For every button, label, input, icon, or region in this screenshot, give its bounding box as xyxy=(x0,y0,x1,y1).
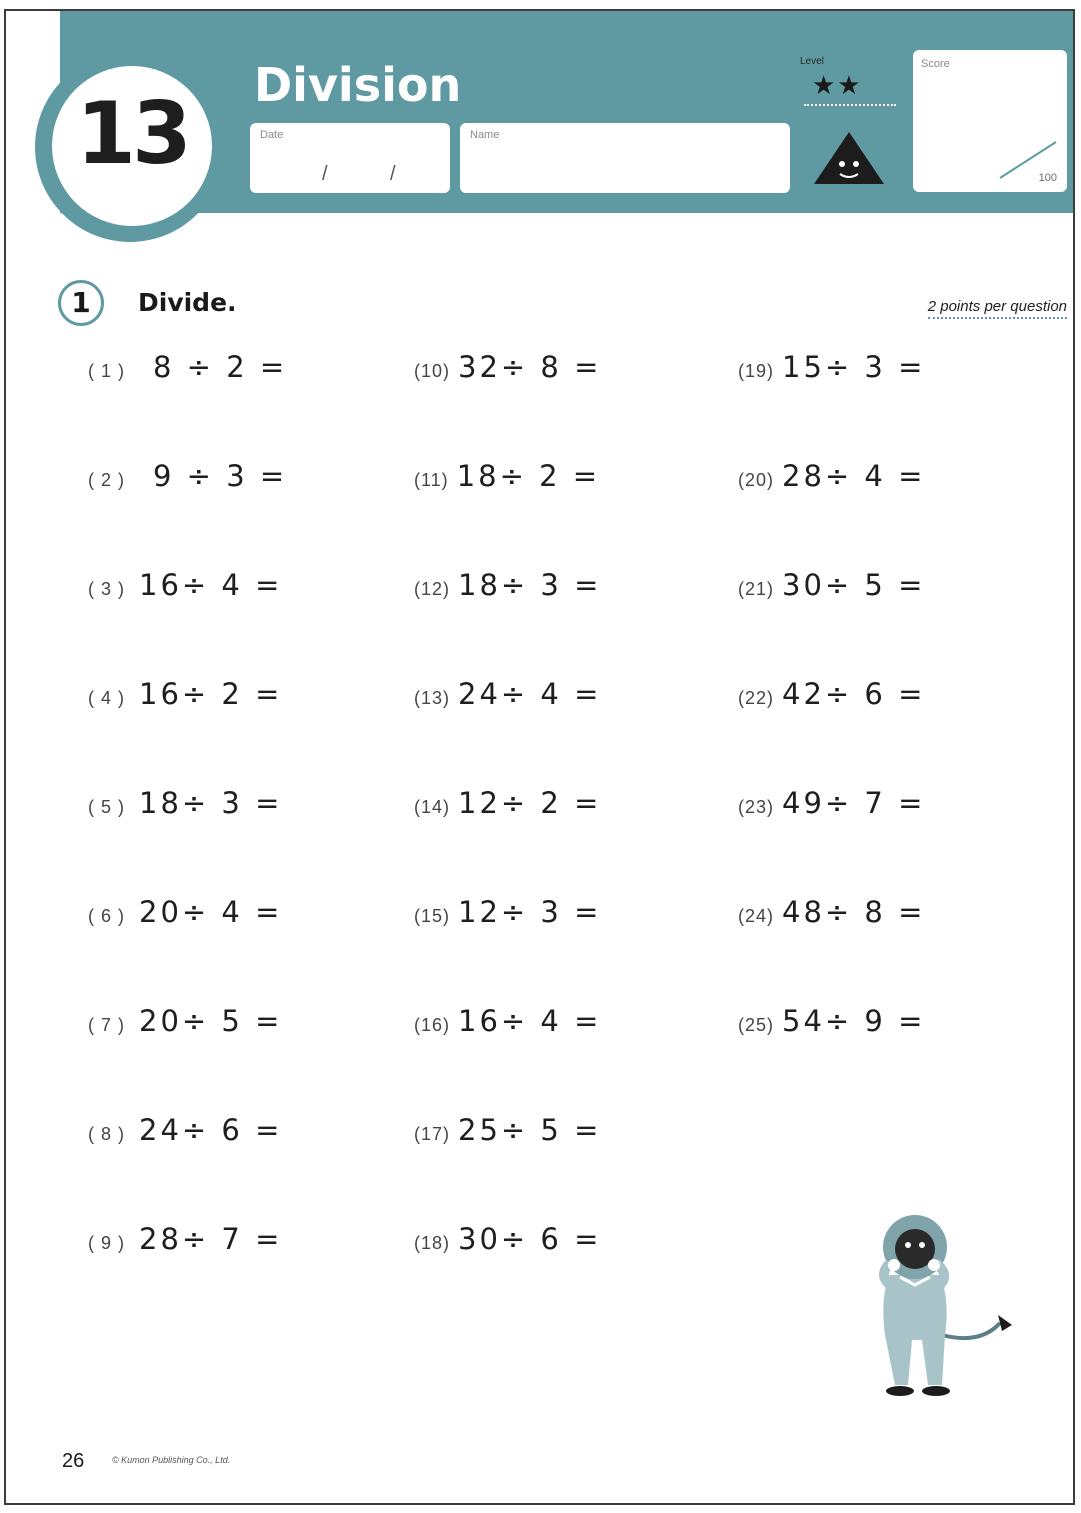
copyright-notice: © Kumon Publishing Co., Ltd. xyxy=(112,1455,231,1465)
problem-item xyxy=(414,1113,601,1147)
problem-item xyxy=(414,350,601,384)
problem-item xyxy=(414,677,601,711)
problem-item xyxy=(738,1004,925,1038)
problem-item xyxy=(738,568,925,602)
name-label: Name xyxy=(470,129,500,141)
problem-expression: 32÷ 8 = xyxy=(458,350,602,384)
section-title: Divide. xyxy=(138,288,237,317)
problem-expression: 25÷ 5 = xyxy=(458,1113,602,1147)
problem-number: (10) xyxy=(414,361,451,381)
level-label: Level xyxy=(800,56,824,67)
problem-number: ( 7 ) xyxy=(88,1015,126,1035)
problem-expression: 16÷ 4 = xyxy=(458,1004,602,1038)
problem-item xyxy=(414,1004,601,1038)
section-number: 1 xyxy=(58,280,104,326)
problem-expression: 9 ÷ 3 = xyxy=(153,459,288,493)
problem-item xyxy=(414,895,601,929)
problem-expression: 20÷ 4 = xyxy=(139,895,283,929)
problem-item xyxy=(88,350,287,384)
problem-number: (25) xyxy=(738,1015,775,1035)
problem-item xyxy=(88,677,282,711)
problem-item xyxy=(88,1004,282,1038)
problem-item xyxy=(414,459,600,493)
date-field[interactable] xyxy=(250,123,450,193)
problem-item xyxy=(738,786,925,820)
page-title: Division xyxy=(254,58,462,112)
problem-number: ( 4 ) xyxy=(88,688,126,708)
problem-expression: 30÷ 5 = xyxy=(782,568,926,602)
problem-item xyxy=(88,895,282,929)
problem-number: ( 1 ) xyxy=(88,361,126,381)
score-label: Score xyxy=(921,58,950,70)
problem-expression: 20÷ 5 = xyxy=(139,1004,283,1038)
problem-number: (15) xyxy=(414,906,451,926)
problem-item xyxy=(414,568,601,602)
date-label: Date xyxy=(260,129,284,141)
points-note: 2 points per question xyxy=(928,298,1067,319)
problem-number: ( 8 ) xyxy=(88,1124,126,1144)
problem-expression: 18÷ 3 = xyxy=(458,568,602,602)
problem-item xyxy=(414,1222,601,1256)
problem-expression: 24÷ 6 = xyxy=(139,1113,283,1147)
problem-expression: 12÷ 2 = xyxy=(458,786,602,820)
problem-item xyxy=(414,786,601,820)
problem-item xyxy=(88,1222,282,1256)
problem-expression: 18÷ 3 = xyxy=(139,786,283,820)
problem-number: (22) xyxy=(738,688,775,708)
lion-mascot-icon xyxy=(850,1205,1020,1410)
problem-number: (20) xyxy=(738,470,775,490)
problem-number: (18) xyxy=(414,1233,451,1253)
unit-number: 13 xyxy=(76,84,188,184)
problem-number: ( 9 ) xyxy=(88,1233,126,1253)
problem-item xyxy=(738,677,925,711)
triangle-mascot-icon xyxy=(812,130,886,186)
problem-item xyxy=(738,895,925,929)
problem-number: (17) xyxy=(414,1124,451,1144)
problem-number: ( 3 ) xyxy=(88,579,126,599)
problem-expression: 49÷ 7 = xyxy=(782,786,926,820)
problem-number: (13) xyxy=(414,688,451,708)
problem-expression: 54÷ 9 = xyxy=(782,1004,926,1038)
problem-number: (12) xyxy=(414,579,451,599)
problem-number: (16) xyxy=(414,1015,451,1035)
problem-expression: 16÷ 4 = xyxy=(139,568,283,602)
problem-number: (19) xyxy=(738,361,775,381)
date-separator: / xyxy=(322,163,328,185)
page-number: 26 xyxy=(62,1450,85,1472)
score-max: 100 xyxy=(1038,172,1057,184)
problem-expression: 42÷ 6 = xyxy=(782,677,926,711)
problem-expression: 16÷ 2 = xyxy=(139,677,283,711)
problem-expression: 24÷ 4 = xyxy=(458,677,602,711)
problem-item xyxy=(738,459,925,493)
problem-number: ( 2 ) xyxy=(88,470,126,490)
date-separator: / xyxy=(390,163,396,185)
problem-expression: 18÷ 2 = xyxy=(456,459,601,493)
problem-expression: 28÷ 7 = xyxy=(139,1222,283,1256)
problem-number: (21) xyxy=(738,579,775,599)
problem-expression: 30÷ 6 = xyxy=(458,1222,602,1256)
level-divider xyxy=(804,104,896,106)
name-field[interactable] xyxy=(460,123,790,193)
score-box[interactable] xyxy=(913,50,1067,192)
problem-expression: 12÷ 3 = xyxy=(458,895,602,929)
problem-number: (14) xyxy=(414,797,451,817)
problem-number: (23) xyxy=(738,797,775,817)
problem-number: (11) xyxy=(414,470,449,490)
problem-item xyxy=(738,350,925,384)
problem-expression: 15÷ 3 = xyxy=(782,350,926,384)
problem-expression: 28÷ 4 = xyxy=(782,459,926,493)
problem-item xyxy=(88,786,282,820)
problem-item xyxy=(88,1113,282,1147)
problem-item xyxy=(88,459,287,493)
problem-number: ( 6 ) xyxy=(88,906,126,926)
level-stars-icon: ★★ xyxy=(812,70,863,100)
problem-expression: 8 ÷ 2 = xyxy=(153,350,288,384)
problem-number: (24) xyxy=(738,906,775,926)
problem-item xyxy=(88,568,282,602)
problem-number: ( 5 ) xyxy=(88,797,126,817)
problem-expression: 48÷ 8 = xyxy=(782,895,926,929)
